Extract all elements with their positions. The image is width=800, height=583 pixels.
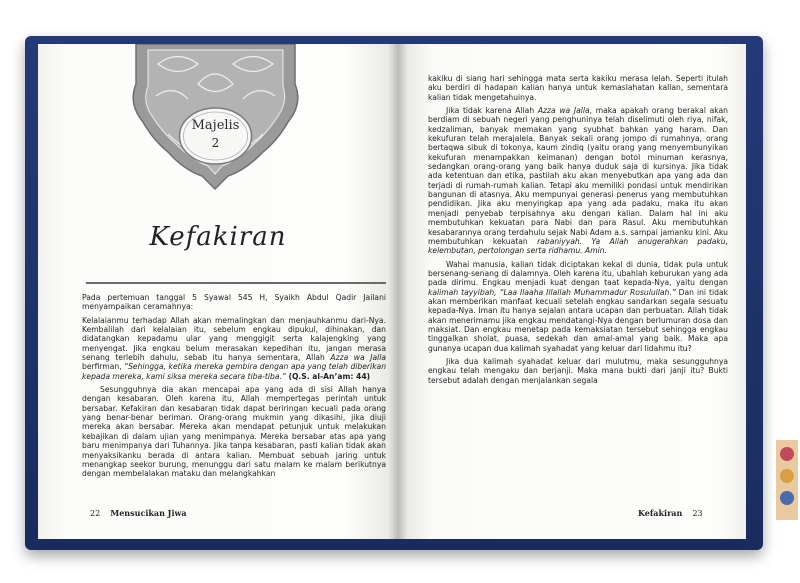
paragraph: Jika dua kalimah syahadat keluar dari mulutmu, maka sesungguhnya engkau telah mengaku dan berjanji. Maka mana bukti dari janji itu? Bukti tersebut adalah dengan menjalankan segala (428, 356, 728, 385)
right-footer (638, 508, 703, 518)
running-title: Mensucikan Jiwa (110, 508, 187, 518)
right-page-body (428, 74, 728, 389)
paragraph-text: Dan ini tidak akan memberikan manfaat kecuali setelah engkau sandarkan segala sesuatu kepada-Nya. Iman itu hanya sejalan antara ucapan dan perbuatan. Allah tidak akan menerimamu jika engkau mendatangi-Nya dengan berlumuran dosa dan maksiat. Dan engkau menetap pada kemaksiatan tersebut sehingga engkau tinggalkan sholat, puasa, sedekah dan amal-amal yang baik. Maka apa gunanya ucapan dua kalimah syahadat yang keluar dari lidahmu itu? (428, 287, 728, 353)
prayer-text: rabaniyyah. Ya Allah anugerahkan padaku, kelembutan, pertolongan serta ridhamu. Amin. (428, 236, 729, 256)
majelis-number: 2 (211, 136, 220, 150)
chapter-title: Kefakiran (149, 222, 287, 252)
left-footer (90, 508, 187, 518)
paragraph: Pada pertemuan tanggal 5 Syawal 545 H, Syaikh Abdul Qadir Jailani menyampaikan ceramahnya: (82, 293, 386, 312)
running-title: Kefakiran (638, 508, 683, 518)
page-number: 22 (90, 509, 101, 518)
page-number: 23 (692, 509, 703, 518)
verb-text: berfirman, (82, 362, 125, 372)
paragraph-text: , maka apakah orang berakal akan berdiam di sebuah negeri yang penghuninya telah diselimuti oleh riya, nifak, kedzaliman, banyak memakan yang syubhat bahkan yang haram. Dan kekufuran telah merajalela. Banyak sekali orang jompo di rumahnya, orang bertaqwa sibuk di tokonya, kaum zindiq (yaitu orang yang menyembunyikan kekufuran menampakkan keimanan) dengan botol minuman kerasnya, sedangkan orang-orang yang baik hanya duduk saja di kursinya. Jika tidak ada ketentuan dan etika, pastilah aku akan menyebutkan apa yang ada dan terjadi di rumah-rumah kalian. Tetapi aku memiliki pondasi untuk mendirikan bangunan di atasnya. Aku mempunyai generasi penerus yang membutuhkan pendidikan. Jika aku menyingkap apa yang ada padaku, maka itu akan menjadi penyebab terpisahnya aku dengan kalian. Dalam hal ini aku membutuhkan kekuatan para Nabi dan para Rasul. Aku membutuhkan kesabarannya orang terdahulu sejak Nabi Adam a.s. sampai jamanku kini. Aku membutuhkan kekuatan (428, 106, 728, 246)
verse-reference: (Q.S. al-An’am: 44) (285, 371, 371, 381)
allah-name: Azza wa Jalla (537, 106, 590, 116)
paragraph-text: Wahai manusia, kalian tidak diciptakan kekal di dunia, tidak pula untuk bersenang-senang di dalamnya. Oleh karena itu, ubahlah keburukan yang ada pada dirimu. Engkau menjadi kuat dengan taat kepada-Nya, yaitu dengan (428, 259, 728, 288)
page-edge-ornament (776, 440, 798, 520)
paragraph (428, 106, 728, 256)
left-page (38, 44, 398, 539)
allah-name: Azza wa Jalla (330, 353, 386, 363)
right-page (398, 44, 746, 539)
paragraph: kakiku di siang hari sehingga mata serta kakiku merasa lelah. Seperti itulah aku berdiri di hadapan kalian hanya untuk kemaslahatan kalian, sementara kalian tidak mengetahuinya. (428, 74, 728, 102)
quran-quote: “Sehingga, ketika mereka gembira dengan apa yang telah diberikan kepada mereka, kami siksa mereka secara tiba-tiba.” (82, 362, 387, 381)
paragraph-text: Jika tidak karena Allah (446, 106, 538, 116)
left-page-body (82, 293, 386, 483)
paragraph: Sesungguhnya dia akan mencapai apa yang ada di sisi Allah hanya dengan kesabaran. Oleh karena itu, Allah mempertegas perintah untuk bersabar. Kefakiran dan kesabaran tidak dapat beriringan kecuali pada orang yang benar-benar beriman. Orang-orang mukmin yang dikasihi, jika diuji mereka akan bersabar. Mereka akan mendapat petunjuk untuk melakukan kebajikan di dalam ujian yang menimpanya. Mereka bersabar atas apa yang baru menimpanya dari Tuhannya. Jika tanpa kesabaran, pasti kalian tidak akan menyaksikanku berada di antara kalian. Membuat sebuah jaring untuk menangkap seekor burung, menunggu dari satu malam ke malam berikutnya dengan membelalakan mataku dan melangkahkan (82, 385, 386, 479)
paragraph-text: Kelalaianmu terhadap Allah akan memalingkan dan menjauhkanmu dari-Nya. Kembalilah dari kelalaian itu, sebelum engkau dipukul, dihinakan, dan didatangkan kepadamu ular yang menggigit serta kalajengking yang menyengat. Jika engkau belum merasakan kepedihan itu, jangan merasa senang terlebih dahulu, sebab itu hanya sementara, Allah (82, 315, 386, 363)
paragraph-with-quote (82, 316, 386, 381)
ornament-label-holder (128, 44, 303, 192)
book-gutter (388, 44, 408, 539)
shahada-quote: kalimah tayyibah, “Laa Ilaaha Illallah Muhammadur Rosulullah.” (428, 287, 676, 297)
title-divider (86, 282, 386, 284)
majelis-label: Majelis (191, 118, 240, 133)
paragraph (428, 260, 728, 353)
